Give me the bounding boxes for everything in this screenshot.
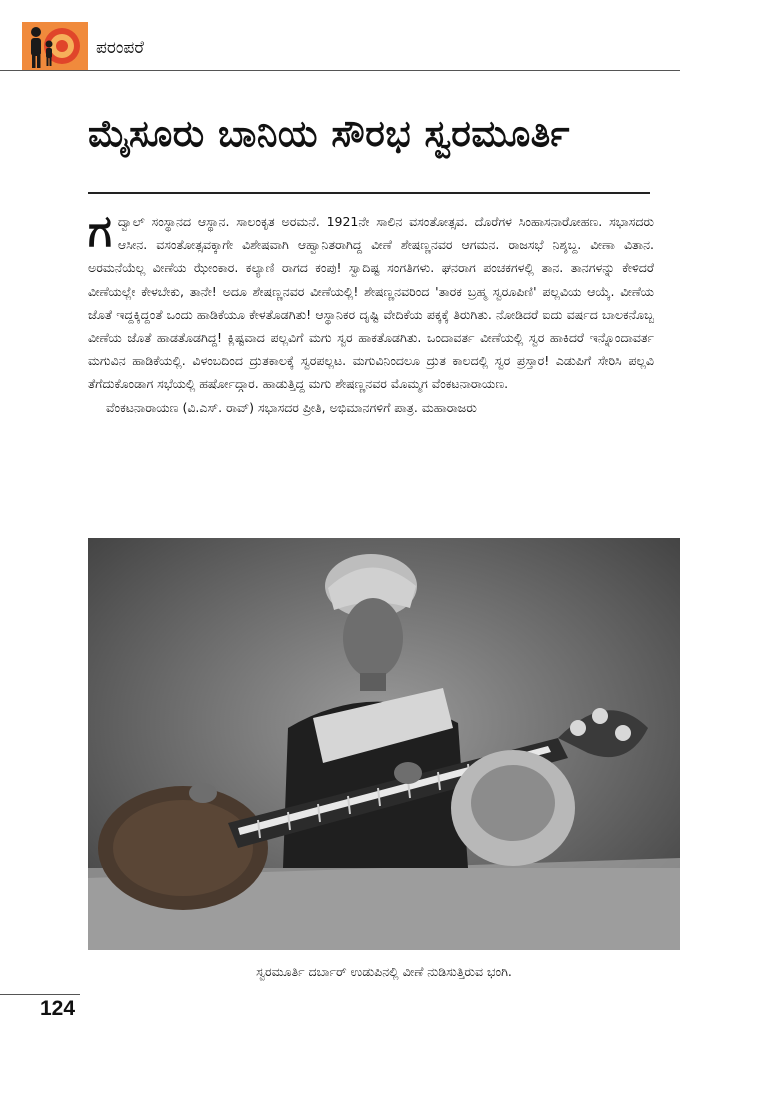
photo-caption: ಸ್ವರಮೂರ್ತಿ ದರ್ಬಾರ್ ಉಡುಪಿನಲ್ಲಿ ವೀಣೆ ನುಡಿಸುತ್ತಿರುವ ಭಂಗಿ. (256, 964, 512, 979)
article-paragraph-2: ವೆಂಕಟನಾರಾಯಣ (ವಿ.ಎಸ್. ರಾವ್) ಸಭಾಸದರ ಪ್ರೀತಿ, ಅಭಿಮಾನಗಳಿಗೆ ಪಾತ್ರ. ಮಹಾರಾಜರು (106, 399, 477, 415)
magazine-logo (22, 22, 88, 70)
article-paragraph-1 (88, 206, 654, 396)
drop-cap: ಗ (88, 206, 112, 257)
page-number: 124 (40, 997, 76, 1020)
footer-divider (0, 994, 80, 995)
veena-player-photo (88, 538, 680, 950)
article-title: ಮೈಸೂರು ಬಾನಿಯ ಸೌರಭ ಸ್ವರಮೂರ್ತಿ (88, 112, 570, 155)
family-logo-icon (22, 22, 88, 70)
section-label: ಪರಂಪರೆ (96, 38, 144, 58)
paragraph-1-text: ದ್ವಾಲ್ ಸಂಸ್ಥಾನದ ಆಸ್ಥಾನ. ಸಾಲಂಕೃತ ಅರಮನೆ. 1921ನೇ ಸಾಲಿನ ವಸಂತೋತ್ಸವ. ದೊರೆಗಳ ಸಿಂಹಾಸನಾರೋಹಣ. ಸಭಾಸದರು ಆಸೀನ. ವಸಂತೋತ್ಸವಕ್ಕಾಗೇ ವಿಶೇಷವಾಗಿ ಆಹ್ವಾನಿತರಾಗಿದ್ದ ವೀಣೆ ಶೇಷಣ್ಣನವರ ಆಗಮನ. ರಾಜಸಭೆ ನಿಶ್ಶಬ್ದ. ವೀಣಾ ವಿತಾನ. ಅರಮನೆಯೆಲ್ಲ ವೀಣೆಯ ಝೇಂಕಾರ. ಕಲ್ಯಾಣಿ ರಾಗದ ಕಂಪು! ಸ್ವಾದಿಷ್ಟ ಸಂಗತಿಗಳು. ಘನರಾಗ ಪಂಚಕಗಳಲ್ಲಿ ತಾನ. ತಾನಗಳನ್ನು ಕೇಳಿದರೆ ವೀಣೆಯಲ್ಲೇ ಕೇಳಬೇಕು, ತಾನೇ! ಅದೂ ಶೇಷಣ್ಣನವರ ವೀಣೆಯಲ್ಲಿ! ಶೇಷಣ್ಣನವರಿಂದ 'ತಾರಕ ಬ್ರಹ್ಮ ಸ್ವರೂಪಿಣಿ' ಪಲ್ಲವಿಯ ಆಯ್ಕೆ. ವೀಣೆಯ ಜೊತೆ ಇದ್ದಕ್ಕಿದ್ದಂತೆ ಒಂದು ಹಾಡಿಕೆಯೂ ಕೇಳತೊಡಗಿತು! ಆಸ್ಥಾನಿಕರ ದೃಷ್ಟಿ ವೇದಿಕೆಯ ಪಕ್ಕಕ್ಕೆ ತಿರುಗಿತು. ನೋಡಿದರೆ ಐದು ವರ್ಷದ ಬಾಲಕನೊಬ್ಬ ವೀಣೆಯ ಜೊತೆ ಹಾಡತೊಡಗಿದ್ದ! ಕ್ಲಿಷ್ಟವಾದ ಪಲ್ಲವಿಗೆ ಮಗು ಸ್ವರ ಹಾಕತೊಡಗಿತು. ಒಂದಾವರ್ತ ವೀಣೆಯಲ್ಲಿ ಸ್ವರ ಹಾಕಿದರೆ ಇನ್ನೊಂದಾವರ್ತ ಮಗುವಿನ ಹಾಡಿಕೆಯಲ್ಲಿ. ವಿಳಂಬದಿಂದ ದ್ರುತಕಾಲಕ್ಕೆ ಸ್ವರಪಲ್ಲಟ. ಮಗುವಿನಿಂದಲೂ ದ್ರುತ ಕಾಲದಲ್ಲಿ ಸ್ವರ ಪ್ರಸ್ತಾರ! ಎಡುಪಿಗೆ ಸೇರಿಸಿ ಪಲ್ಲವಿ ತೆಗೆದುಕೊಂಡಾಗ ಸಭೆಯಲ್ಲಿ ಹರ್ಷೋದ್ಗಾರ. ಹಾಡುತ್ತಿದ್ದ ಮಗು ಶೇಷಣ್ಣನವರ ಮೊಮ್ಮಗ ವೆಂಕಟನಾರಾಯಣ. (88, 214, 654, 392)
title-divider (88, 192, 650, 194)
veena-photo-illustration (88, 538, 680, 950)
header-divider (0, 70, 680, 71)
article-body (88, 206, 654, 419)
